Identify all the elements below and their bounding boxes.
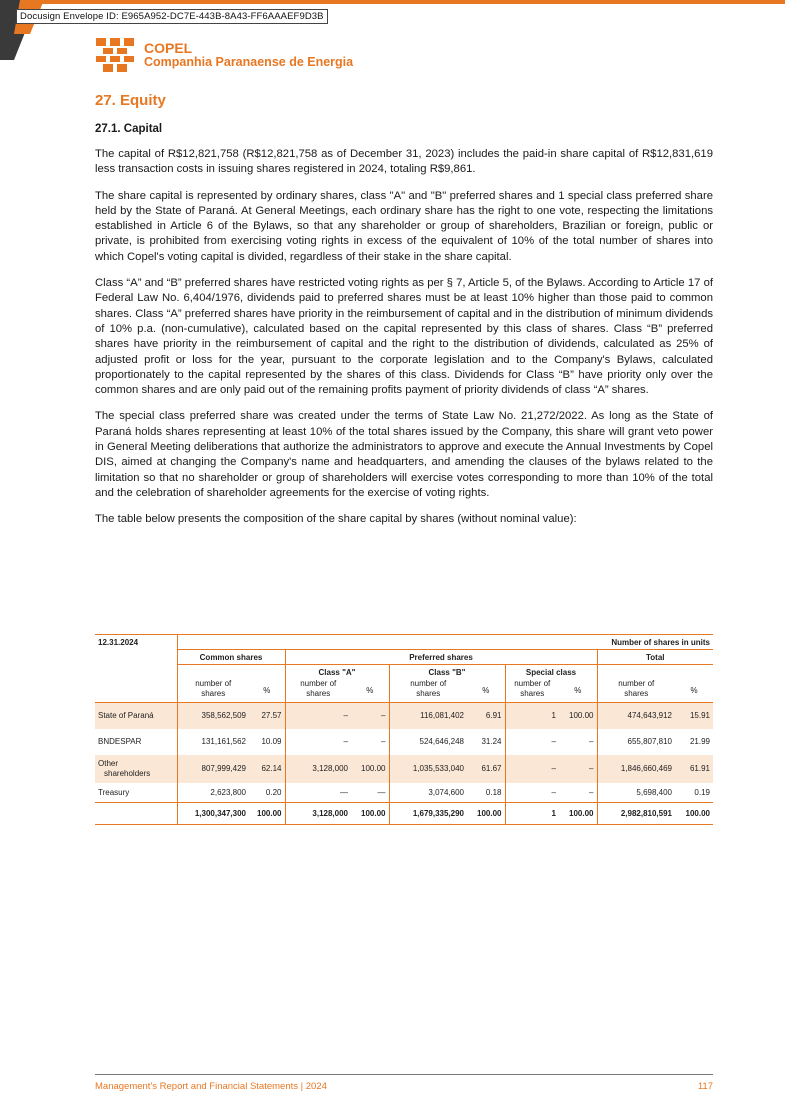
docusign-envelope-id: Docusign Envelope ID: E965A952-DC7E-443B-8A43-FF6AAAEF9D3B (16, 9, 328, 24)
header-common-shares: Common shares (177, 650, 285, 665)
copel-logo (96, 38, 353, 72)
column-header: number of shares (505, 679, 559, 703)
top-accent-bar (0, 0, 785, 4)
column-header: number of shares (285, 679, 351, 703)
paragraph: The share capital is represented by ordinary shares, class "A" and "B" preferred shares and 1 special class preferred share held by the State of Paraná. At General Meetings, each ordinary share has the right to one vote, respecting the limitations established in Article 6 of the Bylaws, so that any shareholder or group of shareholders, Brazilian or foreign, public or private, is prohibited from exercising voting rights in excess of the equivalent of 10% of the total number of shares into which Copel's voting capital is divided, regardless of their stake in the share capital. (95, 189, 713, 263)
paragraph: The capital of R$12,821,758 (R$12,821,758 as of December 31, 2023) includes the paid-in share capital of R$12,831,619 less transaction costs in issuing shares registered in 2024, totaling R$9,861. (95, 148, 713, 176)
column-header: % (366, 686, 374, 695)
section-title: 27. Equity (95, 92, 166, 109)
header-class-b: Class "B" (389, 665, 505, 680)
table-row: Treasury 2,623,800 0.20 — — 3,074,600 0.18 – – 5,698,400 0.19 (95, 783, 713, 803)
page-number: 117 (697, 1081, 713, 1092)
table-row: BNDESPAR 131,161,562 10.09 – – 524,646,248 31.24 – – 655,807,810 21.99 (95, 729, 713, 755)
share-capital-table (95, 634, 713, 825)
footer-title: Management's Report and Financial Statements | 2024 (95, 1081, 327, 1092)
table-date: 12.31.2024 (98, 637, 139, 647)
header-total: Total (597, 650, 713, 665)
table-unit-label: Number of shares in units (177, 635, 713, 650)
header-special-class: Special class (505, 665, 597, 680)
column-header: number of shares (177, 679, 249, 703)
paragraph: Class “A” and “B” preferred shares have restricted voting rights as per § 7, Article 5, of the Bylaws. According to Article 17 of Federal Law No. 6,404/1976, dividends paid to preferred shares must be at least 10% higher than those paid to common shares. Class “A” preferred shares have priority in the reimbursement of capital and in the distribution of minimum dividends of 10% p.a. (non-cumulative), calculated based on the capital represented by this class of shares. Class “B” preferred shares have priority in the reimbursement of capital and the right to the distribution of dividends, calculated as 25% of adjusted profit or loss for the year, pursuant to the corporate legislation and to the Company's Bylaws, calculated proportionately to the capital represented by the shares of this class. Dividends for Class “B” have priority only over the common shares and are only paid out of the remaining profits payment of priority dividends of class “A” shares. (95, 277, 713, 397)
column-header: number of shares (389, 679, 467, 703)
header-class-a: Class "A" (285, 665, 389, 680)
footer-divider (95, 1074, 713, 1075)
paragraph: The table below presents the composition of the share capital by shares (without nominal value): (95, 513, 577, 526)
column-header: number of shares (597, 679, 675, 703)
logo-subtitle: Companhia Paranaense de Energia (144, 55, 354, 69)
table-row: State of Paraná 358,562,509 27.57 – – 116,081,402 6.91 1 100.00 474,643,912 15.91 (95, 703, 713, 729)
subsection-title: 27.1. Capital (95, 123, 163, 135)
main-content (95, 92, 713, 528)
table-total-row: 1,300,347,300 100.00 3,128,000 100.00 1,679,335,290 100.00 1 100.00 2,982,810,591 100.00 (95, 803, 713, 825)
table-row: Other shareholders 807,999,429 62.14 3,128,000 100.00 1,035,533,040 61.67 – – 1,846,660,469 61.91 (95, 755, 713, 783)
copel-logo-icon (96, 38, 134, 72)
logo-name: COPEL (144, 40, 193, 56)
column-header: % (574, 686, 582, 695)
column-header: % (263, 686, 271, 695)
paragraph: The special class preferred share was created under the terms of State Law No. 21,272/2022. As long as the State of Paraná holds shares representing at least 10% of the total shares issued by the Company, this share will grant veto power in General Meeting deliberations that authorize the administrators to approve and execute the Annual Investments by Copel DIS, aimed at changing the Company's name and headquarters, and amending the clauses of the bylaws related to the limitation so that no shareholder or group of shareholders will exercise votes corresponding to more than 10% of the total and the celebration of shareholder agreements for the exercise of voting rights. (95, 410, 713, 499)
header-preferred-shares: Preferred shares (285, 650, 597, 665)
column-header: % (482, 686, 490, 695)
column-header: % (690, 686, 698, 695)
